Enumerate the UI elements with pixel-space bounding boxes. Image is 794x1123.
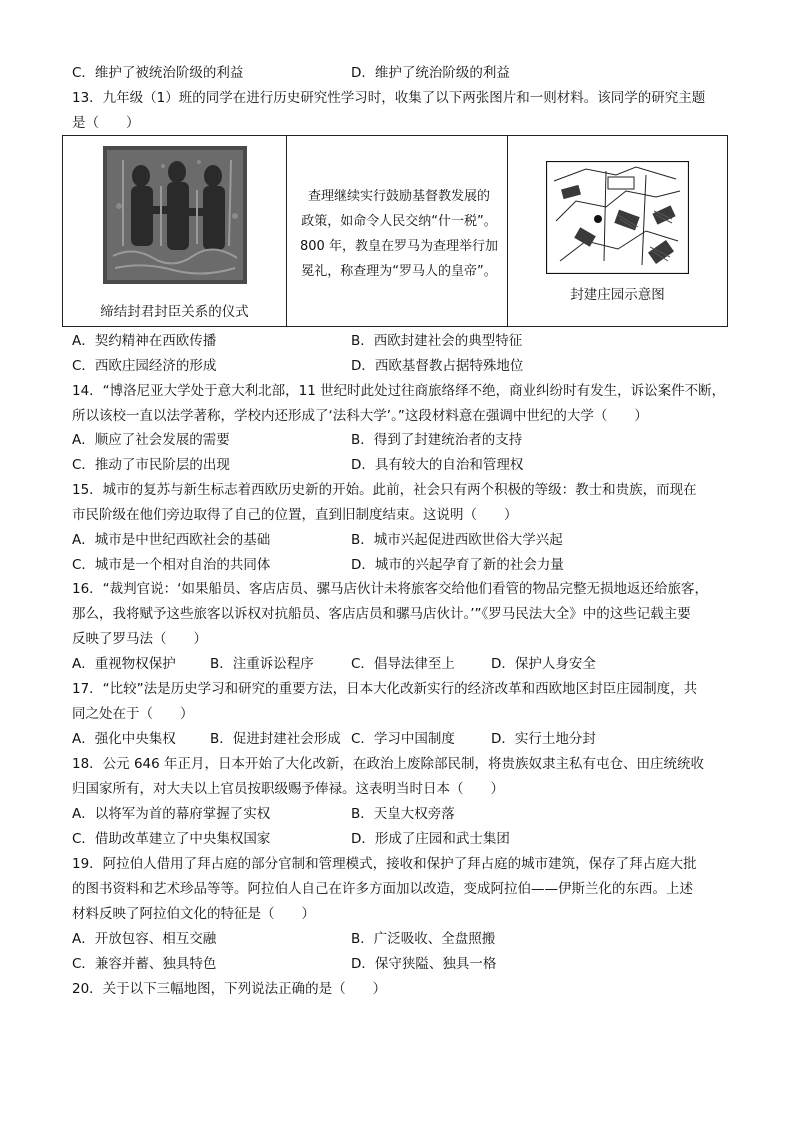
q19-option-a: A．开放包容、相互交融 (72, 931, 217, 947)
q13-stem-line1: 13．九年级（1）班的同学在进行历史研究性学习时，收集了以下两张图片和一则材料。该同学的研究主题 (72, 90, 706, 106)
q15-option-c: C．城市是一个相对自治的共同体 (72, 557, 271, 573)
q18-option-c: C．借助改革建立了中央集权国家 (72, 831, 271, 847)
q18-option-a: A．以将军为首的幕府掌握了实权 (72, 806, 271, 822)
q17-stem-line1: 17．“比较”法是历史学习和研究的重要方法，日本大化改新实行的经济改革和西欧地区封臣庄园制度，共 (72, 681, 698, 697)
q18-stem-line1: 18．公元 646 年正月，日本开始了大化改新，在政治上废除部民制，将贵族奴隶主私有屯仓、田庄统统收 (72, 756, 705, 772)
q19-option-b: B．广泛吸收、全盘照搬 (351, 931, 496, 947)
q18-stem-line2: 归国家所有，对大夫以上官员按职级赐予俸禄。这表明当时日本（ ） (72, 781, 504, 797)
q17-option-a: A．强化中央集权 (72, 731, 176, 747)
manor-map-image (546, 161, 689, 274)
q12-option-d: D．维护了统治阶级的利益 (351, 65, 510, 81)
material-line: 800 年，教皇在罗马为查理举行加 (300, 239, 498, 254)
q14-option-a: A．顺应了社会发展的需要 (72, 432, 230, 448)
q19-stem-line2: 的图书资料和艺术珍品等等。阿拉伯人自己在许多方面加以改造，变成阿拉伯——伊斯兰化的东西。上述 (72, 881, 693, 897)
material-line: 政策，如命令人民交纳“什一税”。 (301, 214, 497, 229)
q13-stem-line2: 是（ ） (72, 115, 140, 131)
q13-option-b: B．西欧封建社会的典型特征 (351, 333, 523, 349)
q12-option-c: C．维护了被统治阶级的利益 (72, 65, 244, 81)
q16-stem-line3: 反映了罗马法（ ） (72, 631, 207, 647)
manor-caption: 封建庄园示意图 (570, 287, 665, 303)
q13-option-a: A．契约精神在西欧传播 (72, 333, 217, 349)
material-line: 冕礼，称查理为“罗马人的皇帝”。 (301, 264, 497, 279)
q14-option-d: D．具有较大的自治和管理权 (351, 457, 524, 473)
q16-option-d: D．保护人身安全 (491, 656, 596, 672)
material-line: 查理继续实行鼓励基督教发展的 (307, 189, 490, 204)
q13-option-c: C．西欧庄园经济的形成 (72, 358, 217, 374)
q15-option-d: D．城市的兴起孕育了新的社会力量 (351, 557, 564, 573)
q20-stem: 20．关于以下三幅地图，下列说法正确的是（ ） (72, 981, 387, 997)
q16-stem-line1: 16．“裁判官说：‘如果船员、客店店员、骡马店伙计未将旅客交给他们看管的物品完整无损地返还给旅客， (72, 581, 708, 597)
charlemagne-material (297, 184, 501, 284)
table-cell-charlemagne-text (287, 136, 508, 326)
q14-stem-line1: 14．“博洛尼亚大学处于意大利北部，11 世纪时此处过往商旅络绎不绝，商业纠纷时有发生，诉讼案件不断， (72, 383, 726, 399)
q19-stem-line3: 材料反映了阿拉伯文化的特征是（ ） (72, 906, 315, 922)
q14-option-b: B．得到了封建统治者的支持 (351, 432, 523, 448)
q17-option-d: D．实行土地分封 (491, 731, 596, 747)
q19-option-c: C．兼容并蓄、独具特色 (72, 956, 217, 972)
q15-stem-line2: 市民阶级在他们旁边取得了自己的位置，直到旧制度结束。这说明（ ） (72, 507, 518, 523)
ceremony-relief-image (103, 146, 247, 284)
q16-stem-line2: 那么，我将赋予这些旅客以诉权对抗船员、客店店员和骡马店伙计。’”《罗马民法大全》中的这些记载主要 (72, 606, 691, 622)
q17-stem-line2: 同之处在于（ ） (72, 706, 194, 722)
q17-option-c: C．学习中国制度 (351, 731, 455, 747)
q18-option-d: D．形成了庄园和武士集团 (351, 831, 510, 847)
q19-option-d: D．保守狭隘、独具一格 (351, 956, 497, 972)
q13-material-table (62, 135, 728, 327)
q17-option-b: B．促进封建社会形成 (210, 731, 341, 747)
q13-option-d: D．西欧基督教占据特殊地位 (351, 358, 524, 374)
q15-stem-line1: 15．城市的复苏与新生标志着西欧历史新的开始。此前，社会只有两个积极的等级：教士和贵族，而现在 (72, 482, 697, 498)
q15-option-b: B．城市兴起促进西欧世俗大学兴起 (351, 532, 563, 548)
q14-stem-line2: 所以该校一直以法学著称，学校内还形成了‘法科大学’。”这段材料意在强调中世纪的大学（ ） (72, 408, 648, 424)
q18-option-b: B．天皇大权旁落 (351, 806, 455, 822)
q16-option-a: A．重视物权保护 (72, 656, 176, 672)
table-cell-ceremony (63, 136, 287, 326)
q16-option-c: C．倡导法律至上 (351, 656, 455, 672)
q19-stem-line1: 19．阿拉伯人借用了拜占庭的部分官制和管理模式，接收和保护了拜占庭的城市建筑，保存了拜占庭大批 (72, 856, 697, 872)
table-cell-manor-map (508, 136, 727, 326)
ceremony-caption: 缔结封君封臣关系的仪式 (100, 304, 249, 320)
q15-option-a: A．城市是中世纪西欧社会的基础 (72, 532, 271, 548)
q14-option-c: C．推动了市民阶层的出现 (72, 457, 230, 473)
q16-option-b: B．注重诉讼程序 (210, 656, 314, 672)
